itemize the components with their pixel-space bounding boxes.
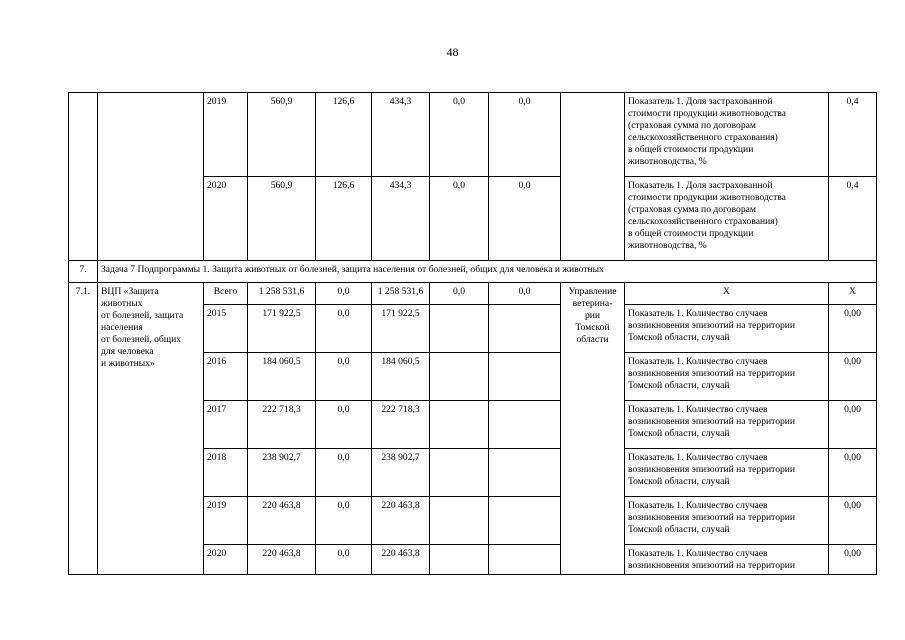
indicator-cell: Показатель 1. Доля застрахованной стоимости продукции животноводства (страховая сумма по договорам сельскохозяйственного страхования) в общей стоимости продукции животноводства, % xyxy=(625,93,829,177)
program-number: 7.1. xyxy=(69,283,98,575)
executor-cell-empty xyxy=(561,93,625,261)
total-cell: 171 922,5 xyxy=(248,305,316,353)
indicator-value-cell: 0,00 xyxy=(829,305,877,353)
indicator-cell: Показатель 1. Количество случаев возникновения эпизоотий на территории Томской области, случай xyxy=(625,353,829,401)
regional-cell: 238 902,7 xyxy=(372,449,430,497)
federal-cell: 0,0 xyxy=(316,283,372,305)
indicator-cell: Показатель 1. Количество случаев возникновения эпизоотий на территории Томской области, случай xyxy=(625,401,829,449)
indicator-value-cell: Х xyxy=(829,283,877,305)
total-cell: 220 463,8 xyxy=(248,545,316,575)
regional-cell: 184 060,5 xyxy=(372,353,430,401)
local-cell-empty xyxy=(430,305,489,353)
task-title: Задача 7 Подпрограммы 1. Защита животных от болезней, защита населения от болезней, общих для человека и животных xyxy=(98,261,877,283)
regional-cell: 220 463,8 xyxy=(372,545,430,575)
local-cell: 0,0 xyxy=(430,177,489,261)
indicator-value-cell: 0,4 xyxy=(829,177,877,261)
local-cell: 0,0 xyxy=(430,283,489,305)
total-cell: 222 718,3 xyxy=(248,401,316,449)
year-cell: 2019 xyxy=(204,497,248,545)
total-cell: 1 258 531,6 xyxy=(248,283,316,305)
indicator-cell: Показатель 1. Количество случаев возникновения эпизоотий на территории Томской области, случай xyxy=(625,305,829,353)
indicator-cell: Показатель 1. Количество случаев возникновения эпизоотий на территории xyxy=(625,545,829,575)
indicator-value-cell: 0,00 xyxy=(829,497,877,545)
extrabudget-cell-empty xyxy=(489,401,561,449)
federal-cell: 126,6 xyxy=(316,177,372,261)
total-cell: 560,9 xyxy=(248,93,316,177)
total-cell: 184 060,5 xyxy=(248,353,316,401)
indicator-cell: Показатель 1. Количество случаев возникновения эпизоотий на территории Томской области, случай xyxy=(625,449,829,497)
name-cell-empty xyxy=(98,93,204,261)
regional-cell: 1 258 531,6 xyxy=(372,283,430,305)
num-cell-empty xyxy=(69,93,98,261)
indicator-value-cell: 0,00 xyxy=(829,545,877,575)
task-row xyxy=(69,261,877,283)
local-cell: 0,0 xyxy=(430,93,489,177)
program-total-row xyxy=(69,283,877,305)
extrabudget-cell-empty xyxy=(489,497,561,545)
year-cell: 2020 xyxy=(204,177,248,261)
year-cell: 2016 xyxy=(204,353,248,401)
federal-cell: 0,0 xyxy=(316,497,372,545)
year-cell: 2020 xyxy=(204,545,248,575)
local-cell-empty xyxy=(430,545,489,575)
year-cell: 2018 xyxy=(204,449,248,497)
year-cell: Всего xyxy=(204,283,248,305)
total-cell: 220 463,8 xyxy=(248,497,316,545)
indicator-value-cell: 0,00 xyxy=(829,449,877,497)
indicator-cell: Показатель 1. Доля застрахованной стоимости продукции животноводства (страховая сумма по договорам сельскохозяйственного страхования) в общей стоимости продукции животноводства, % xyxy=(625,177,829,261)
regional-cell: 222 718,3 xyxy=(372,401,430,449)
task-number: 7. xyxy=(69,261,98,283)
federal-cell: 0,0 xyxy=(316,545,372,575)
local-cell-empty xyxy=(430,401,489,449)
year-cell: 2017 xyxy=(204,401,248,449)
local-cell-empty xyxy=(430,497,489,545)
year-cell: 2015 xyxy=(204,305,248,353)
federal-cell: 0,0 xyxy=(316,353,372,401)
indicator-value-cell: 0,00 xyxy=(829,401,877,449)
indicator-value-cell: 0,4 xyxy=(829,93,877,177)
table-row xyxy=(69,93,877,177)
regional-cell: 434,3 xyxy=(372,93,430,177)
program-table xyxy=(68,92,877,575)
local-cell-empty xyxy=(430,353,489,401)
federal-cell: 0,0 xyxy=(316,401,372,449)
federal-cell: 0,0 xyxy=(316,305,372,353)
extrabudget-cell: 0,0 xyxy=(489,283,561,305)
federal-cell: 126,6 xyxy=(316,93,372,177)
indicator-value-cell: 0,00 xyxy=(829,353,877,401)
indicator-cell: Показатель 1. Количество случаев возникновения эпизоотий на территории Томской области, случай xyxy=(625,497,829,545)
regional-cell: 434,3 xyxy=(372,177,430,261)
executor-cell: Управление ветерина- рии Томской области xyxy=(561,283,625,575)
total-cell: 238 902,7 xyxy=(248,449,316,497)
regional-cell: 220 463,8 xyxy=(372,497,430,545)
federal-cell: 0,0 xyxy=(316,449,372,497)
extrabudget-cell-empty xyxy=(489,449,561,497)
page-number: 48 xyxy=(446,45,459,59)
extrabudget-cell-empty xyxy=(489,353,561,401)
program-name: ВЦП «Защита животных от болезней, защита населения от болезней, общих для человека и животных» xyxy=(98,283,204,575)
extrabudget-cell: 0,0 xyxy=(489,93,561,177)
total-cell: 560,9 xyxy=(248,177,316,261)
extrabudget-cell-empty xyxy=(489,305,561,353)
extrabudget-cell-empty xyxy=(489,545,561,575)
indicator-cell: Х xyxy=(625,283,829,305)
regional-cell: 171 922,5 xyxy=(372,305,430,353)
year-cell: 2019 xyxy=(204,93,248,177)
extrabudget-cell: 0,0 xyxy=(489,177,561,261)
local-cell-empty xyxy=(430,449,489,497)
